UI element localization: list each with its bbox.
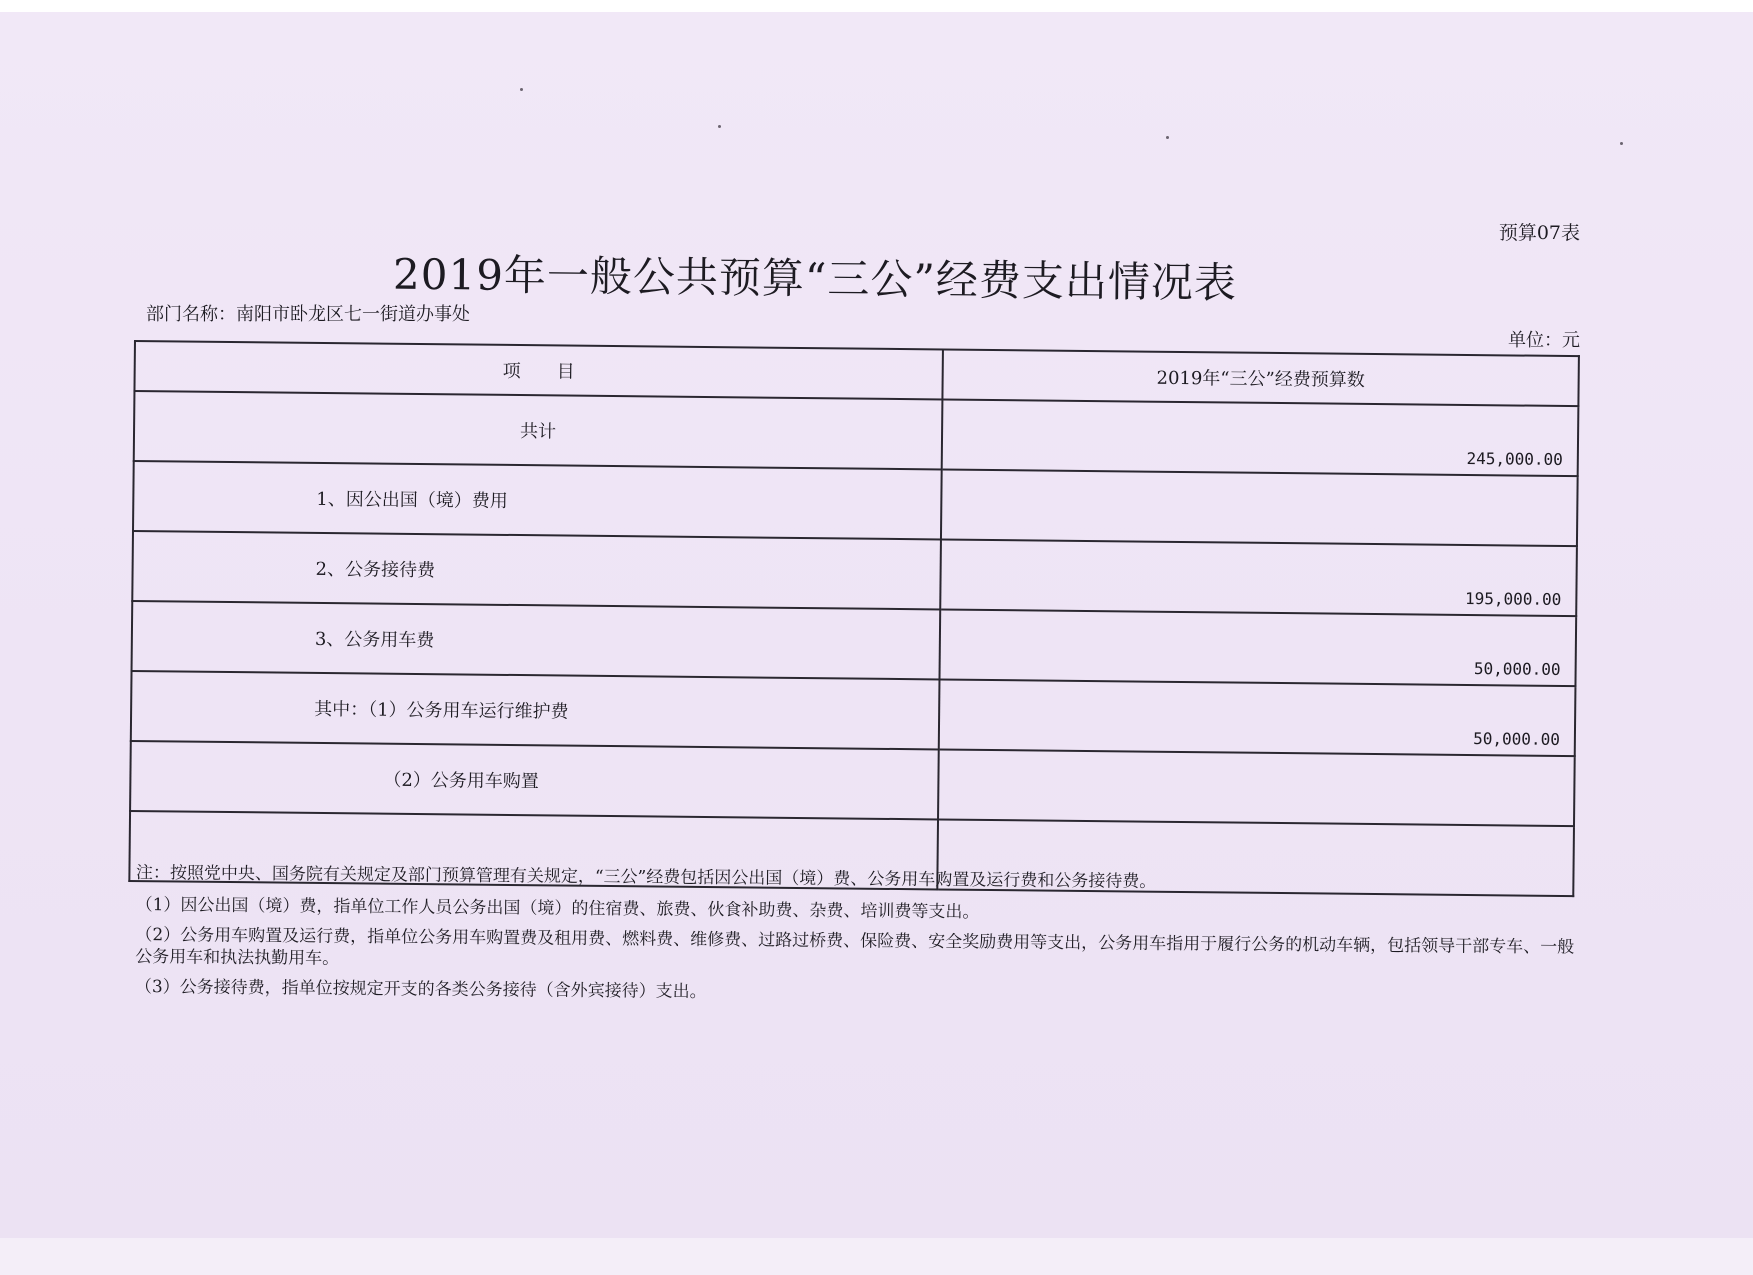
footnotes bbox=[135, 862, 1576, 1021]
row-amount: 50,000.00 bbox=[939, 679, 1576, 756]
row-item-label: 2、公务接待费 bbox=[132, 531, 941, 609]
row-item-label: 共计 bbox=[134, 391, 943, 469]
footnote-main: 注：按照党中央、国务院有关规定及部门预算管理有关规定，“三公”经费包括因公出国（境）费、公务用车购置及运行费和公务接待费。 bbox=[135, 862, 1157, 892]
row-item-label: （2）公务用车购置 bbox=[130, 741, 939, 819]
scan-speck bbox=[1166, 136, 1169, 139]
column-header-item: 项 目 bbox=[134, 341, 942, 399]
footnote-2: （2）公务用车购置及运行费，指单位公务用车购置费及租用费、燃料费、维修费、过路过桥费、保险费、安全奖励费用等支出，公务用车指用于履行公务的机动车辆，包括领导干部专车、一般公务用车和执法执勤用车。 bbox=[135, 924, 1575, 969]
row-amount: 50,000.00 bbox=[939, 609, 1576, 686]
row-item-label: 1、因公出国（境）费用 bbox=[133, 461, 942, 539]
row-amount: 195,000.00 bbox=[940, 539, 1577, 616]
form-number: 预算07表 bbox=[1498, 222, 1580, 244]
scan-bottom-edge bbox=[0, 1238, 1753, 1275]
scan-speck bbox=[718, 125, 721, 128]
footnote-3: （3）公务接待费，指单位按规定开支的各类公务接待（含外宾接待）支出。 bbox=[134, 976, 707, 1002]
row-item-label: 3、公务用车费 bbox=[132, 601, 941, 679]
column-header-amount: 2019年“三公”经费预算数 bbox=[942, 349, 1578, 406]
department-name: 部门名称：南阳市卧龙区七一街道办事处 bbox=[146, 304, 470, 325]
page-title: 2019年一般公共预算“三公”经费支出情况表 bbox=[392, 249, 1238, 308]
currency-unit: 单位：元 bbox=[1508, 330, 1580, 351]
scan-top-edge bbox=[0, 0, 1753, 12]
row-amount: 245,000.00 bbox=[942, 399, 1579, 476]
scan-speck bbox=[520, 88, 523, 91]
row-amount bbox=[938, 749, 1575, 826]
row-item-label: 其中：（1）公务用车运行维护费 bbox=[131, 671, 940, 749]
footnote-1: （1）因公出国（境）费，指单位工作人员公务出国（境）的住宿费、旅费、伙食补助费、杂费、培训费等支出。 bbox=[135, 894, 980, 923]
row-amount bbox=[941, 469, 1578, 546]
budget-table bbox=[128, 340, 1580, 897]
scan-speck bbox=[1620, 142, 1623, 145]
